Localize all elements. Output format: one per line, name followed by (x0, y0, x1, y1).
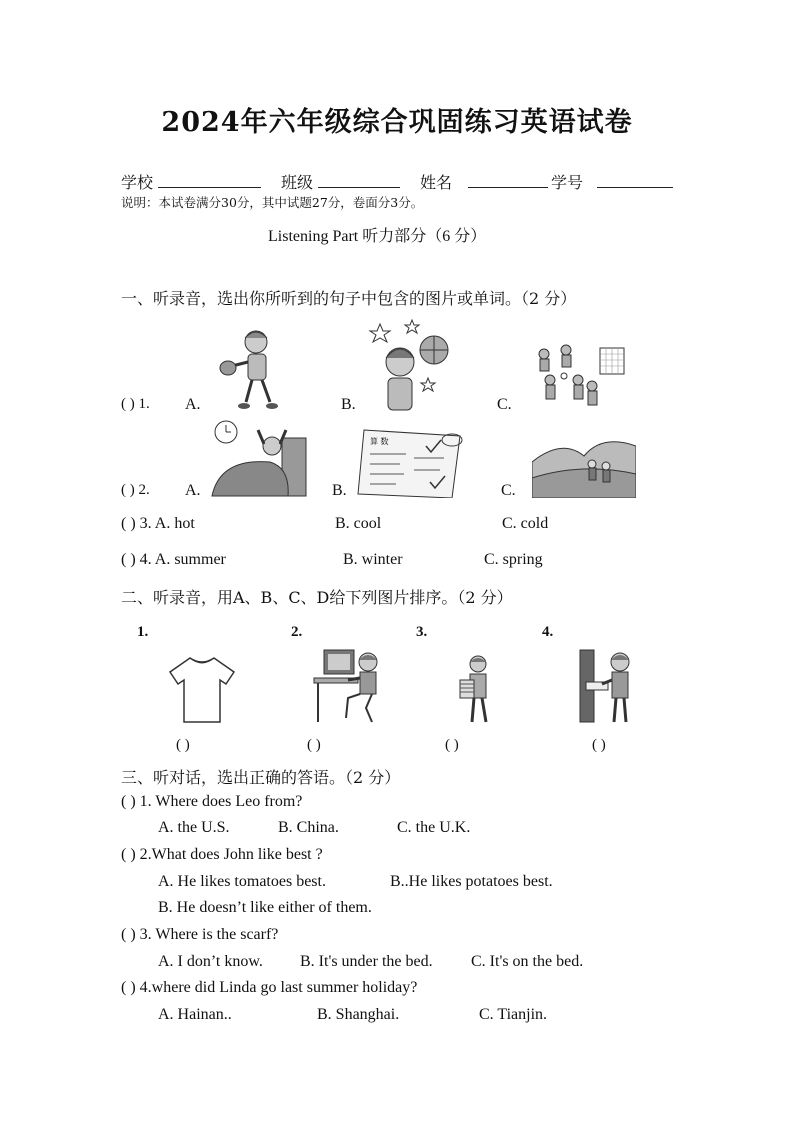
s1-q1-option-c: C. (497, 396, 512, 413)
s3-q4-option-c: C. Tianjin. (479, 1006, 548, 1023)
s3-q3-stem: ( ) 3. Where is the scarf? (121, 926, 279, 943)
section2-heading: 二、听录音，用A、B、C、D给下列图片排序。（2 分） (121, 588, 513, 607)
s2-number-2: 2. (291, 624, 303, 640)
boy-waking-up-picture (210, 418, 308, 498)
school-blank[interactable] (158, 187, 261, 188)
number-label: 学号 (551, 173, 584, 192)
class-label: 班级 (281, 173, 314, 192)
page-title: 2024年六年级综合巩固练习英语试卷 (161, 107, 633, 138)
svg-text:算 数: 算 数 (370, 437, 389, 446)
s1-q3-option-c: C. cold (502, 515, 549, 532)
s3-q3-option-a: A. I don’t know. (158, 953, 263, 970)
s2-number-1: 1. (137, 624, 149, 640)
s1-q2-option-b: B. (332, 482, 347, 499)
s2-number-4: 4. (542, 624, 554, 640)
boy-at-computer-picture (312, 648, 382, 724)
ping-pong-boy-picture (216, 322, 284, 412)
hiking-mountains-picture (532, 428, 636, 498)
listening-part-title: Listening Part 听力部分（6 分） (268, 228, 487, 245)
number-blank[interactable] (597, 187, 673, 188)
s1-q1-prefix: ( ) 1. (121, 396, 150, 412)
s1-q2-option-c: C. (501, 482, 516, 499)
s3-q4-stem: ( ) 4.where did Linda go last summer holiday? (121, 979, 418, 996)
s3-q1-option-c: C. the U.K. (397, 819, 471, 836)
s1-q3-prefix: ( ) 3. A. hot (121, 515, 195, 532)
s1-q4-option-c: C. spring (484, 551, 543, 568)
name-label: 姓名 (420, 173, 453, 192)
s1-q4-option-b: B. winter (343, 551, 403, 568)
s3-q2-stem: ( ) 2.What does John like best ? (121, 846, 323, 863)
s3-q3-option-b: B. It's under the bed. (300, 953, 433, 970)
dizzy-boy-basketball-picture (360, 318, 452, 412)
s3-q4-option-a: A. Hainan.. (158, 1006, 232, 1023)
s3-q2-option-b: B..He likes potatoes best. (390, 873, 553, 890)
s2-number-3: 3. (416, 624, 428, 640)
kids-playing-football-picture (530, 340, 626, 410)
t-shirt-picture (168, 654, 236, 724)
s3-q2-option-c: B. He doesn’t like either of them. (158, 899, 372, 916)
s2-answer-blank-2[interactable]: ( ) (307, 737, 321, 753)
s1-q1-option-b: B. (341, 396, 356, 413)
s3-q4-option-b: B. Shanghai. (317, 1006, 400, 1023)
s1-q1-option-a: A. (185, 396, 201, 413)
s1-q4-prefix: ( ) 4. A. summer (121, 551, 226, 568)
s1-q2-option-a: A. (185, 482, 201, 499)
name-blank[interactable] (468, 187, 548, 188)
s2-answer-blank-3[interactable]: ( ) (445, 737, 459, 753)
s3-q1-stem: ( ) 1. Where does Leo from? (121, 793, 303, 810)
school-label: 学校 (121, 173, 154, 192)
section1-heading: 一、听录音，选出你所听到的句子中包含的图片或单词。（2 分） (121, 289, 577, 308)
math-worksheet-picture (356, 428, 476, 498)
boy-carrying-books-picture (456, 654, 494, 724)
class-blank[interactable] (318, 187, 400, 188)
s2-answer-blank-1[interactable]: ( ) (176, 737, 190, 753)
section3-heading: 三、听对话，选出正确的答语。（2 分） (121, 768, 401, 787)
s3-q1-option-b: B. China. (278, 819, 339, 836)
boy-washing-hands-picture (578, 648, 636, 724)
s3-q3-option-c: C. It's on the bed. (471, 953, 584, 970)
s1-q2-prefix: ( ) 2. (121, 482, 150, 498)
instructions-note: 说明：本试卷满分30分，其中试题27分，卷面分3分。 (121, 195, 424, 210)
s3-q1-option-a: A. the U.S. (158, 819, 230, 836)
s2-answer-blank-4[interactable]: ( ) (592, 737, 606, 753)
s1-q3-option-b: B. cool (335, 515, 382, 532)
s3-q2-option-a: A. He likes tomatoes best. (158, 873, 326, 890)
